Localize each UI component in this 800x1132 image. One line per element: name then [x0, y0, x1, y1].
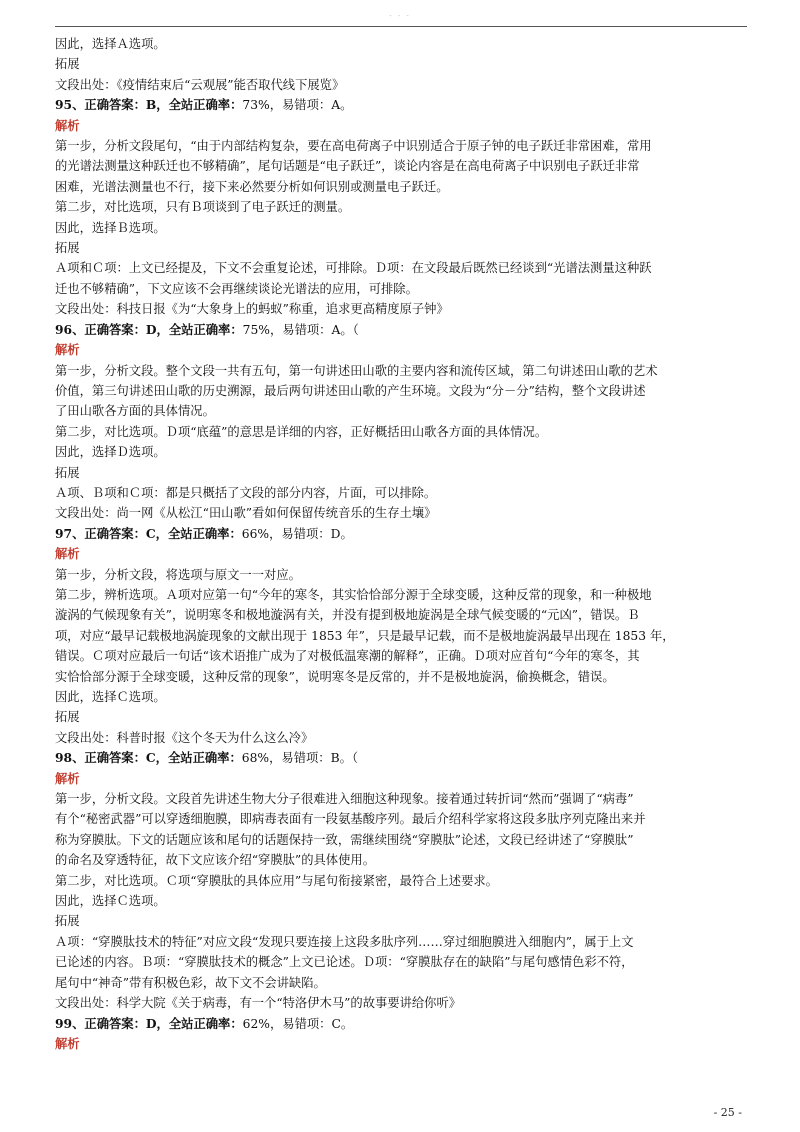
body-text-line: 第一步，分析文段，将选项与原文一一对应。 [55, 567, 301, 582]
body-text-line: 价值，第三句讲述田山歌的历史溯源，最后两句讲述田山歌的产生环境。文段为“分－分”结构，整个文段讲述 [55, 383, 646, 398]
body-text-line: 第一步，分析文段。整个文段一共有五句，第一句讲述田山歌的主要内容和流传区域，第二句讲述田山歌的艺术 [55, 363, 658, 378]
extension-heading: 拓展 [55, 914, 80, 929]
body-text-line: 第一步，分析文段尾句，“由于内部结构复杂，要在高电荷离子中识别适合于原子钟的电子跃迁非常困难，常用 [55, 139, 652, 154]
analysis-heading: 解析 [55, 546, 80, 562]
body-text-line: 第二步，辨析选项。Ａ项对应第一句“今年的寒冬，其实恰恰部分源于全球变暖，这种反常的现象，和一种极地 [55, 587, 652, 602]
body-text-line: 因此，选择Ａ选项。 [55, 37, 166, 51]
analysis-heading: 解析 [55, 342, 80, 358]
body-text-line: 错误。Ｃ项对应最后一句话“该术语推广成为了对极低温寒潮的解释”，正确。Ｄ项对应首句“今年的寒冬，其 [55, 649, 640, 664]
body-text-line: 实恰恰部分源于全球变暖，这种反常的现象”，说明寒冬是反常的，并不是极地旋涡，偷换概念，错误。 [55, 669, 615, 684]
answer-stats: 68%，易错项：B。（ [241, 751, 359, 766]
body-text-line: 有个“秘密武器”可以穿透细胞膜，即病毒表面有一段氨基酸序列。最后介绍科学家将这段多肽序列克隆出来并 [55, 812, 646, 827]
body-text-line: 了田山歌各方面的具体情况。 [55, 404, 215, 419]
answer-line [55, 1014, 745, 1034]
answer-label: 98、正确答案：C，全站正确率： [55, 750, 242, 766]
body-text-line: 迁也不够精确”，下文应该不会再继续谈论光谱法的应用，可排除。 [55, 281, 418, 296]
body-text-line: 文段出处：科技日报《为“大象身上的蚂蚁”称重，追求更高精度原子钟》 [55, 302, 449, 317]
body-text-line: Ａ项：“穿膜肽技术的特征”对应文段“发现只要连接上这段多肽序列……穿过细胞膜进入细胞内”，属于上文 [55, 934, 634, 949]
body-text-line: 的光谱法测量这种跃迁也不够精确”，尾句话题是“电子跃迁”，谈论内容是在高电荷离子中识别电子跃迁非常 [55, 159, 640, 174]
answer-label: 97、正确答案：C，全站正确率： [55, 525, 242, 541]
answer-stats: 75%，易错项：A。（ [242, 322, 359, 337]
body-text-line: 第二步，对比选项，只有Ｂ项谈到了电子跃迁的测量。 [55, 200, 351, 215]
header-mark: - - - [389, 12, 411, 20]
analysis-heading: 解析 [55, 1035, 80, 1051]
body-text-line: 因此，选择Ｄ选项。 [55, 445, 166, 460]
body-text-line: 已论述的内容。Ｂ项：“穿膜肽技术的概念”上文已论述。Ｄ项：“穿膜肽存在的缺陷”与尾句感情色彩不符， [55, 955, 634, 970]
answer-stats: 62%，易错项：C。 [242, 1016, 354, 1031]
body-text-line: 称为穿膜肽。下文的话题应该和尾句的话题保持一致，需继续围绕“穿膜肽”论述，文段已经讲述了“穿膜肽” [55, 832, 634, 847]
body-text-line: 困难，光谱法测量也不行，接下来必然要分析如何识别或测量电子跃迁。 [55, 179, 449, 194]
extension-heading: 拓展 [55, 241, 80, 256]
body-text-line: 漩涡的气候现象有关”，说明寒冬和极地漩涡有关，并没有提到极地旋涡是全球气候变暖的“元凶”，错误。Ｂ [55, 608, 640, 623]
page-number: - 25 - [713, 1106, 742, 1119]
document-body [55, 34, 745, 1054]
header-rule [55, 26, 747, 27]
body-text-line: Ａ项和Ｃ项：上文已经提及，下文不会重复论述，可排除。Ｄ项：在文段最后既然已经谈到“光谱法测量这种跃 [55, 261, 652, 276]
body-text-line: 项，对应“最早记载极地涡旋现象的文献出现于 1853 年”，只是最早记载，而不是极地旋涡最早出现在 1853 年， [55, 628, 675, 643]
extension-heading: 拓展 [55, 465, 80, 480]
answer-label: 95、正确答案：B，全站正确率： [55, 97, 243, 113]
body-text-line: 因此，选择Ｃ选项。 [55, 894, 166, 909]
answer-line [55, 95, 745, 115]
body-text-line: 第二步，对比选项。Ｃ项“穿膜肽的具体应用”与尾句衔接紧密，最符合上述要求。 [55, 873, 498, 888]
analysis-heading: 解析 [55, 770, 80, 786]
body-text-line: 文段出处：科学大院《关于病毒，有一个“特洛伊木马”的故事要讲给你听》 [55, 996, 462, 1011]
body-text-line: 文段出处：尚一网《从松江“田山歌”看如何保留传统音乐的生存土壤》 [55, 506, 437, 521]
body-text-line: 因此，选择Ｃ选项。 [55, 690, 166, 704]
answer-line [55, 524, 745, 544]
body-text-line: 第一步，分析文段。文段首先讲述生物大分子很难进入细胞这种现象。接着通过转折词“然而”强调了“病毒” [55, 792, 634, 807]
body-text-line: 因此，选择Ｂ选项。 [55, 220, 166, 235]
answer-line [55, 320, 745, 340]
extension-heading: 拓展 [55, 710, 80, 725]
body-text-line: 文段出处：科普时报《这个冬天为什么这么冷》 [55, 730, 314, 745]
answer-stats: 66%，易错项：D。 [241, 526, 353, 541]
answer-line [55, 748, 745, 768]
answer-stats: 73%，易错项：A。 [242, 98, 353, 113]
body-text-line: 的命名及穿透特征，故下文应该介绍“穿膜肽”的具体使用。 [55, 853, 375, 868]
analysis-heading: 解析 [55, 117, 80, 133]
body-text-line: Ａ项、Ｂ项和Ｃ项：都是只概括了文段的部分内容，片面，可以排除。 [55, 485, 437, 500]
body-text-line: 文段出处：《疫情结束后“云观展”能否取代线下展览》 [55, 77, 345, 92]
extension-heading: 拓展 [55, 57, 80, 72]
body-text-line: 第二步，对比选项。Ｄ项“底蕴”的意思是详细的内容，正好概括田山歌各方面的具体情况。 [55, 424, 548, 439]
answer-label: 96、正确答案：D，全站正确率： [55, 321, 243, 337]
body-text-line: 尾句中“神奇”带有积极色彩，故下文不会讲缺陷。 [55, 975, 326, 990]
answer-label: 99、正确答案：D，全站正确率： [55, 1015, 243, 1031]
